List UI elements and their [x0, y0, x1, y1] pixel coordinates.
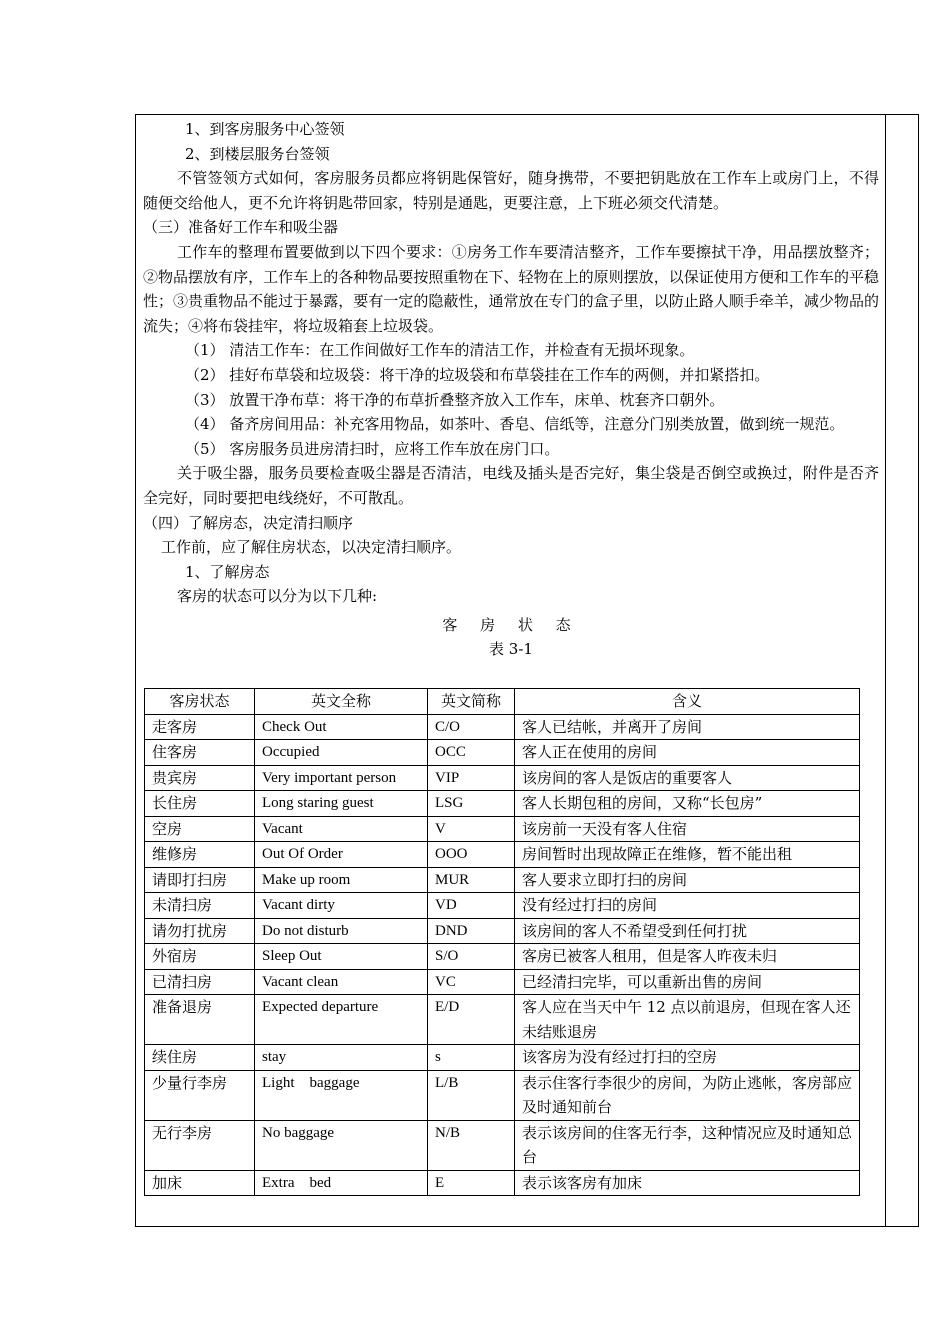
- section-heading: （三）准备好工作车和吸尘器: [143, 218, 339, 237]
- table-row: [145, 893, 860, 919]
- table-cell: 客人已结帐，并离开了房间: [515, 714, 860, 740]
- table-cell: MUR: [428, 867, 515, 893]
- table-cell: Sleep Out: [255, 944, 428, 970]
- table-cell: Make up room: [255, 867, 428, 893]
- table-cell: 表示该房间的住客无行李，这种情况应及时通知总台: [515, 1120, 860, 1170]
- table-cell: 该房间的客人是饭店的重要客人: [515, 765, 860, 791]
- paragraph: （1） 清洁工作车：在工作间做好工作车的清洁工作，并检查有无损坏现象。: [185, 341, 695, 360]
- table-cell: 住客房: [145, 740, 255, 766]
- table-row: [145, 944, 860, 970]
- table-cell: 走客房: [145, 714, 255, 740]
- table-cell: 少量行李房: [145, 1070, 255, 1120]
- table-row: [145, 714, 860, 740]
- table-cell: V: [428, 816, 515, 842]
- table-cell: VD: [428, 893, 515, 919]
- header-cell: 英文全称: [255, 689, 428, 715]
- table-cell: 表示住客行李很少的房间，为防止逃帐，客房部应及时通知前台: [515, 1070, 860, 1120]
- table-row: [145, 995, 860, 1045]
- paragraph: （2） 挂好布草袋和垃圾袋：将干净的垃圾袋和布草袋挂在工作车的两侧，并扣紧搭扣。: [185, 365, 770, 384]
- table-cell: Expected departure: [255, 995, 428, 1045]
- paragraph: 2、到楼层服务台签领: [185, 144, 330, 163]
- table-cell: Vacant: [255, 816, 428, 842]
- table-row: [145, 740, 860, 766]
- table-number: 表 3-1: [489, 640, 533, 659]
- table-cell: 客人要求立即打扫的房间: [515, 867, 860, 893]
- table-cell: Vacant dirty: [255, 893, 428, 919]
- table-cell: 客人正在使用的房间: [515, 740, 860, 766]
- table-row: [145, 969, 860, 995]
- table-cell: VC: [428, 969, 515, 995]
- table-cell: s: [428, 1045, 515, 1071]
- table-cell: DND: [428, 918, 515, 944]
- paragraph: 工作车的整理布置要做到以下四个要求：①房务工作车要清洁整齐，工作车要擦拭干净，用品摆放整齐；②物品摆放有序，工作车上的各种物品要按照重物在下、轻物在上的原则摆放，以保证使用方便和工作车的平稳性；③贵重物品不能过于暴露，要有一定的隐蔽性，通常放在专门的盒子里，以防止路人顺手牵羊，减少物品的流失；④将布袋挂牢，将垃圾箱套上垃圾袋。: [143, 242, 879, 335]
- paragraph: （5） 客房服务员进房清扫时，应将工作车放在房门口。: [185, 439, 560, 458]
- table-row: [145, 1170, 860, 1196]
- table-cell: 外宿房: [145, 944, 255, 970]
- table-cell: OCC: [428, 740, 515, 766]
- table-cell: OOO: [428, 842, 515, 868]
- table-cell: 请即打扫房: [145, 867, 255, 893]
- table-row: [145, 765, 860, 791]
- paragraph: 1、到客房服务中心签领: [185, 120, 345, 138]
- table-cell: 该客房为没有经过打扫的空房: [515, 1045, 860, 1071]
- header-cell: 英文简称: [428, 689, 515, 715]
- table-row: [145, 1045, 860, 1071]
- table-row: [145, 816, 860, 842]
- table-cell: Very important person: [255, 765, 428, 791]
- paragraph: 1、了解房态: [185, 562, 270, 581]
- table-cell: 长住房: [145, 791, 255, 817]
- table-cell: stay: [255, 1045, 428, 1071]
- table-cell: 准备退房: [145, 995, 255, 1045]
- table-cell: 表示该客房有加床: [515, 1170, 860, 1196]
- table-cell: 维修房: [145, 842, 255, 868]
- table-cell: Out Of Order: [255, 842, 428, 868]
- table-cell: Light baggage: [255, 1070, 428, 1120]
- header-cell: 含义: [515, 689, 860, 715]
- table-row: [145, 918, 860, 944]
- table-cell: 续住房: [145, 1045, 255, 1071]
- room-status-table: [144, 688, 860, 1196]
- table-cell: Check Out: [255, 714, 428, 740]
- table-cell: 贵宾房: [145, 765, 255, 791]
- table-cell: E/D: [428, 995, 515, 1045]
- header-cell: 客房状态: [145, 689, 255, 715]
- table-cell: Long staring guest: [255, 791, 428, 817]
- paragraph: 工作前，应了解住房状态，以决定清扫顺序。: [161, 538, 462, 557]
- table-cell: Occupied: [255, 740, 428, 766]
- table-cell: 没有经过打扫的房间: [515, 893, 860, 919]
- table-cell: No baggage: [255, 1120, 428, 1170]
- table-cell: N/B: [428, 1120, 515, 1170]
- table-cell: E: [428, 1170, 515, 1196]
- table-cell: 未清扫房: [145, 893, 255, 919]
- table-cell: C/O: [428, 714, 515, 740]
- paragraph: 不管签领方式如何，客房服务员都应将钥匙保管好，随身携带，不要把钥匙放在工作车上或房门上，不得随便交给他人，更不允许将钥匙带回家，特别是通匙，更要注意，上下班必须交代清楚。: [143, 169, 879, 212]
- document-body: [143, 117, 879, 662]
- table-cell: Extra bed: [255, 1170, 428, 1196]
- section-heading: （四）了解房态，决定清扫顺序: [143, 513, 354, 532]
- table-cell: LSG: [428, 791, 515, 817]
- table-row: [145, 1120, 860, 1170]
- table-cell: 空房: [145, 816, 255, 842]
- table-cell: 客人应在当天中午 12 点以前退房，但现在客人还未结账退房: [515, 995, 860, 1045]
- table-row: [145, 791, 860, 817]
- table-row: [145, 867, 860, 893]
- table-cell: 客人长期包租的房间，又称“长包房”: [515, 791, 860, 817]
- table-cell: 已经清扫完毕，可以重新出售的房间: [515, 969, 860, 995]
- table-cell: 加床: [145, 1170, 255, 1196]
- paragraph: 关于吸尘器，服务员要检查吸尘器是否清洁，电线及插头是否完好，集尘袋是否倒空或换过，附件是否齐全完好，同时要把电线绕好，不可散乱。: [143, 464, 879, 507]
- table-cell: Vacant clean: [255, 969, 428, 995]
- table-row: [145, 842, 860, 868]
- table-cell: L/B: [428, 1070, 515, 1120]
- right-column-divider: [885, 114, 886, 1227]
- table-cell: S/O: [428, 944, 515, 970]
- table-cell: 无行李房: [145, 1120, 255, 1170]
- table-cell: 客房已被客人租用，但是客人昨夜未归: [515, 944, 860, 970]
- paragraph: （3） 放置干净布草：将干净的布草折叠整齐放入工作车，床单、枕套齐口朝外。: [185, 390, 725, 409]
- paragraph: （4） 备齐房间用品：补充客用物品，如茶叶、香皂、信纸等，注意分门别类放置，做到统一规范。: [185, 415, 845, 434]
- table-cell: 请勿打扰房: [145, 918, 255, 944]
- paragraph: 客房的状态可以分为以下几种:: [177, 587, 378, 606]
- table-row: [145, 1070, 860, 1120]
- table-cell: 该房间的客人不希望受到任何打扰: [515, 918, 860, 944]
- table-cell: Do not disturb: [255, 918, 428, 944]
- table-cell: 已清扫房: [145, 969, 255, 995]
- table-header-row: [145, 689, 860, 715]
- table-cell: VIP: [428, 765, 515, 791]
- table-cell: 房间暂时出现故障正在维修，暂不能出租: [515, 842, 860, 868]
- table-title: 客 房 状 态: [442, 615, 580, 634]
- table-cell: 该房前一天没有客人住宿: [515, 816, 860, 842]
